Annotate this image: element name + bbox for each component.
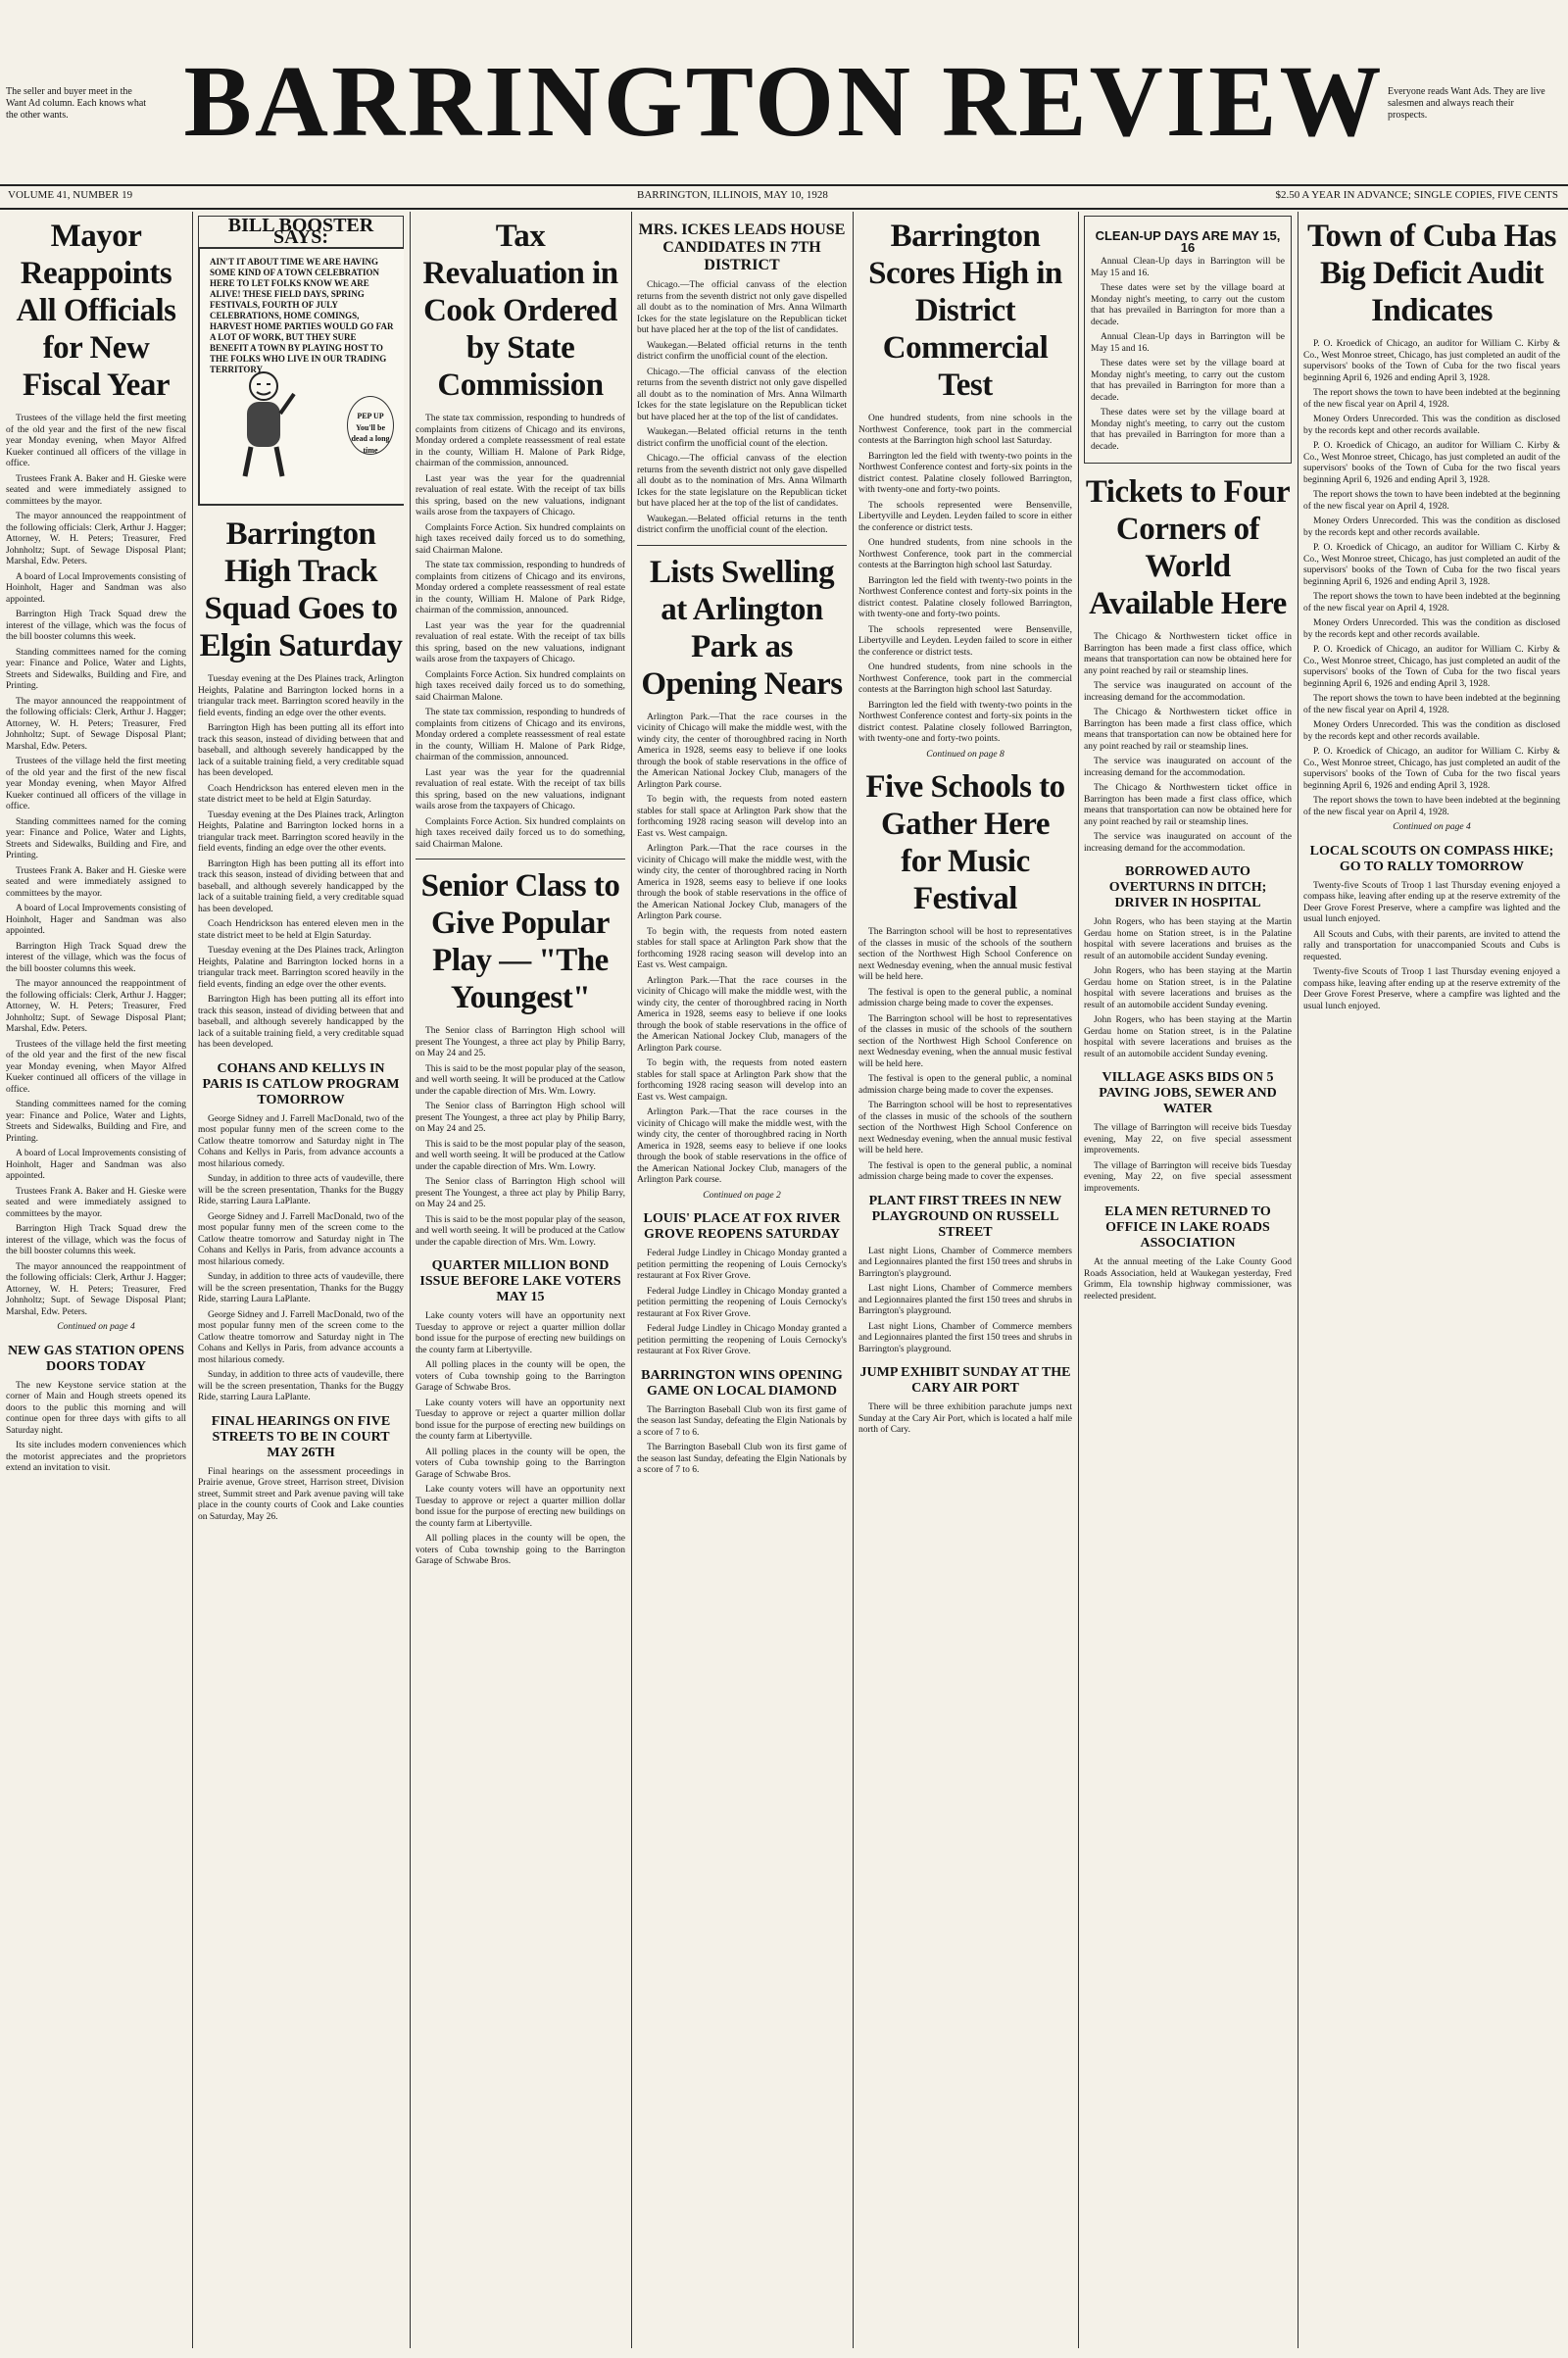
article-paragraph: The report shows the town to have been indebted at the beginning of the new fiscal year on April 4, 1928.	[1303, 388, 1560, 410]
article-paragraph: P. O. Kroedick of Chicago, an auditor for William C. Kirby & Co., West Monroe street, Chicago, has just completed an audit of the supervisors' books of the Town of Cuba for the two fiscal years beginning April 6, 1926 and ending April 3, 1928.	[1303, 747, 1560, 791]
column-2	[198, 212, 404, 2348]
subhead: VILLAGE ASKS BIDS ON 5 PAVING JOBS, SEWER AND WATER	[1099, 1070, 1277, 1116]
continued-label: Continued on page 4	[1393, 822, 1471, 832]
article-paragraph: Money Orders Unrecorded. This was the condition as disclosed by the records kept and other records available.	[1303, 720, 1560, 742]
article-paragraph: The state tax commission, responding to hundreds of complaints from citizens of Chicago and its environs, Monday ordered a complete reassessment of real estate in the county, William H. Malone of Park Ridge, chairman of the commission, announced.	[416, 708, 625, 762]
article-paragraph: The Senior class of Barrington High school will present The Youngest, a three act play by Philip Barry, on May 24 and 25.	[416, 1026, 625, 1058]
column-4	[637, 212, 847, 2348]
article-paragraph: Barrington High Track Squad drew the interest of the village, which was the focus of the bill booster columns this week.	[6, 610, 186, 642]
column-1	[6, 212, 186, 2348]
article-paragraph: These dates were set by the village board at Monday night's meeting, to carry out the custom that has prevailed in Barrington for more than a decade.	[1091, 283, 1285, 327]
subhead: BORROWED AUTO OVERTURNS IN DITCH; DRIVER IN HOSPITAL	[1108, 864, 1267, 910]
article-paragraph: The report shows the town to have been indebted at the beginning of the new fiscal year on April 4, 1928.	[1303, 796, 1560, 817]
article-paragraph: Final hearings on the assessment proceedings in Prairie avenue, Grove street, Harrison street, Division street, Summit street and Park avenue paving will take place in the county courts of Cook and Lake counties on Saturday, May 26.	[198, 1466, 404, 1522]
article-paragraph: Arlington Park.—That the race courses in the vicinity of Chicago will make the middle west, with the windy city, the center of thoroughbred racing in North America in 1928, seems easy to believe if one looks through the book of stable reservations in the office of the American National Jockey Club, managers of the Arlington Park course.	[637, 1107, 847, 1185]
article-paragraph: The Barrington Baseball Club won its first game of the season last Sunday, defeating the Elgin Nationals by a score of 7 to 6.	[637, 1443, 847, 1475]
article-paragraph: Barrington High has been putting all its effort into track this season, instead of dividing between that and baseball, and although severely handicapped by the lack of a suitable training field, a very creditable squad has been developed.	[198, 723, 404, 778]
article-paragraph: The state tax commission, responding to hundreds of complaints from citizens of Chicago and its environs, Monday ordered a complete reassessment of real estate in the county, William H. Malone of Park Ridge, chairman of the commission, announced.	[416, 414, 625, 468]
column-rule	[1078, 212, 1079, 2348]
subhead: PLANT FIRST TREES IN NEW PLAYGROUND ON RUSSELL STREET	[868, 1193, 1062, 1240]
article-paragraph: At the annual meeting of the Lake County Good Roads Association, held at Waukegan yesterday, Fred Grimm, Ela township highway commissioner, was reelected president.	[1084, 1257, 1292, 1302]
column-rule	[631, 212, 632, 2348]
article-paragraph: Twenty-five Scouts of Troop 1 last Thursday evening enjoyed a compass hike, leaving after ending up at the reserve extremity of the Deer Grove Forest Preserve, where a campfire was lighted and the usual lunch enjoyed.	[1303, 880, 1560, 924]
bill-booster-cartoon	[199, 248, 404, 505]
article-paragraph: All polling places in the county will be open, the voters of Cuba township going to the Barrington Garage of Schwabe Bros.	[416, 1534, 625, 1566]
article-paragraph: Standing committees named for the coming year: Finance and Police, Water and Lights, Streets and Sidewalks, Building and Fire, and Printing.	[6, 816, 186, 860]
article-paragraph: These dates were set by the village board at Monday night's meeting, to carry out the custom that has prevailed in Barrington for more than a decade.	[1091, 359, 1285, 403]
article-paragraph: All polling places in the county will be open, the voters of Cuba township going to the Barrington Garage of Schwabe Bros.	[416, 1360, 625, 1393]
article-paragraph: The new Keystone service station at the corner of Main and Hough streets opened its doors to the public this morning and will continue open for three days with gifts to all Saturday night.	[6, 1380, 186, 1436]
article-paragraph: Waukegan.—Belated official returns in the tenth district confirm the unofficial count of the election.	[637, 427, 847, 449]
article-paragraph: Last year was the year for the quadrennial revaluation of real estate. With the receipt of tax bills this spring, based on the new valuations, indignant wails arose from the taxpayers of Chicago.	[416, 473, 625, 517]
clean-up-box	[1084, 216, 1292, 464]
article-paragraph: The mayor announced the reappointment of the following officials: Clerk, Arthur J. Hagger; Attorney, W. H. Peters; Treasurer, Fred Johnholtz; Supt. of Sewage Disposal Plant; Marshal, Edw. Peters.	[6, 512, 186, 566]
article-headline: Lists Swelling at Arlington Park as Opening Nears	[641, 554, 843, 702]
article-paragraph: Last year was the year for the quadrennial revaluation of real estate. With the receipt of tax bills this spring, based on the new valuations, indignant wails arose from the taxpayers of Chicago.	[416, 767, 625, 811]
article-paragraph: Federal Judge Lindley in Chicago Monday granted a petition permitting the reopening of Louis Cernocky's restaurant at Fox River Grove.	[637, 1286, 847, 1319]
article-paragraph: Arlington Park.—That the race courses in the vicinity of Chicago will make the middle west, with the windy city, the center of thoroughbred racing in North America in 1928, seems easy to believe if one looks through the book of stable reservations in the office of the American National Jockey Club, managers of the Arlington Park course.	[637, 844, 847, 921]
article-paragraph: This is said to be the most popular play of the season, and well worth seeing. It will be produced at the Catlow under the capable direction of Mrs. Wm. Lowry.	[416, 1139, 625, 1172]
article-paragraph: Chicago.—The official canvass of the election returns from the seventh district not only gave dispelled all doubt as to the nomination of Mrs. Anna Wilmarth Ickes for the state legislature on the Republican ticket but have placed her at the top of the list of candidates.	[637, 454, 847, 509]
subhead: LOCAL SCOUTS ON COMPASS HIKE; GO TO RALLY TOMORROW	[1309, 843, 1554, 874]
article-paragraph: The schools represented were Bensenville, Libertyville and Leyden. Leyden failed to score in either the conference or district tests.	[858, 500, 1072, 533]
article-headline: Barrington Scores High in District Commercial Test	[868, 219, 1062, 403]
article-paragraph: Arlington Park.—That the race courses in the vicinity of Chicago will make the middle west, with the windy city, the center of thoroughbred racing in North America in 1928, seems easy to believe if one looks through the book of stable reservations in the office of the American National Jockey Club, managers of the Arlington Park course.	[637, 712, 847, 790]
article-paragraph: The Chicago & Northwestern ticket office in Barrington has been made a first class office, which means that transportation can now be obtained here for any point reached by rail or steamship lines.	[1084, 632, 1292, 676]
article-paragraph: John Rogers, who has been staying at the Martin Gerdau home on Station street, is in the Palatine hospital with severe lacerations and bruises as the result of an automobile accident Sunday evening.	[1084, 1015, 1292, 1059]
subhead: NEW GAS STATION OPENS DOORS TODAY	[7, 1343, 185, 1374]
article-paragraph: Complaints Force Action. Six hundred complaints on high taxes received daily forced us to do something, said Chairman Malone.	[416, 669, 625, 703]
article-paragraph: Annual Clean-Up days in Barrington will be May 15 and 16.	[1091, 257, 1285, 278]
article-paragraph: The report shows the town to have been indebted at the beginning of the new fiscal year on April 4, 1928.	[1303, 694, 1560, 715]
article-headline: MRS. ICKES LEADS HOUSE CANDIDATES IN 7TH DISTRICT	[638, 221, 846, 273]
volume-number: VOLUME 41, NUMBER 19	[8, 189, 133, 201]
subhead: JUMP EXHIBIT SUNDAY AT THE CARY AIR PORT	[859, 1365, 1071, 1396]
article-headline: Senior Class to Give Popular Play — "The Youngest"	[420, 868, 620, 1015]
bill-booster-title: BILL BOOSTER SAYS:	[199, 217, 403, 248]
article-paragraph: Lake county voters will have an opportunity next Tuesday to approve or reject a quarter million dollar bond issue for the purpose of erecting new buildings on the county farm at Libertyville.	[416, 1311, 625, 1355]
article-paragraph: Its site includes modern conveniences which the motorist appreciates and the proprietors extend an invitation to visit.	[6, 1441, 186, 1473]
article-paragraph: A board of Local Improvements consisting of Hoinholt, Hager and Sandman was also appointed.	[6, 571, 186, 605]
article-paragraph: Last night Lions, Chamber of Commerce members and Legionnaires planted the first 150 trees and shrubs in Barrington's playground.	[858, 1246, 1072, 1279]
article-paragraph: George Sidney and J. Farrell MacDonald, two of the most popular funny men of the screen come to the Catlow theatre tomorrow and Saturday night in The Cohans and Kellys in Paris, from advance accounts a most hilarious comedy.	[198, 1309, 404, 1365]
article-headline: Town of Cuba Has Big Deficit Audit Indicates	[1307, 219, 1556, 328]
article-paragraph: George Sidney and J. Farrell MacDonald, two of the most popular funny men of the screen come to the Catlow theatre tomorrow and Saturday night in The Cohans and Kellys in Paris, from advance accounts a most hilarious comedy.	[198, 1113, 404, 1169]
article-paragraph: Waukegan.—Belated official returns in the tenth district confirm the unofficial count of the election.	[637, 514, 847, 535]
subhead: QUARTER MILLION BOND ISSUE BEFORE LAKE VOTERS MAY 15	[419, 1258, 621, 1304]
article-paragraph: Lake county voters will have an opportunity next Tuesday to approve or reject a quarter million dollar bond issue for the purpose of erecting new buildings on the county farm at Libertyville.	[416, 1398, 625, 1442]
column-rule	[192, 212, 193, 2348]
booster-figure-icon	[229, 367, 298, 484]
article-paragraph: One hundred students, from nine schools in the Northwest Conference, took part in the commercial contests at the Barrington high school last Saturday.	[858, 538, 1072, 570]
separator	[416, 859, 625, 860]
subhead: COHANS AND KELLYS IN PARIS IS CATLOW PROGRAM TOMORROW	[202, 1060, 400, 1107]
masthead: BARRINGTON REVIEW	[183, 45, 1385, 158]
article-paragraph: The mayor announced the reappointment of the following officials: Clerk, Arthur J. Hagger; Attorney, W. H. Peters; Treasurer, Fred Johnholtz; Supt. of Sewage Disposal Plant; Marshal, Edw. Peters.	[6, 696, 186, 752]
article-paragraph: Lake county voters will have an opportunity next Tuesday to approve or reject a quarter million dollar bond issue for the purpose of erecting new buildings on the county farm at Libertyville.	[416, 1485, 625, 1529]
article-paragraph: These dates were set by the village board at Monday night's meeting, to carry out the custom that has prevailed in Barrington for more than a decade.	[1091, 408, 1285, 452]
left-ear: The seller and buyer meet in the Want Ad column. Each knows what the other wants.	[6, 86, 147, 121]
article-paragraph: The service was inaugurated on account of the increasing demand for the accommodation.	[1084, 832, 1292, 854]
article-paragraph: Federal Judge Lindley in Chicago Monday granted a petition permitting the reopening of Louis Cernocky's restaurant at Fox River Grove.	[637, 1324, 847, 1356]
article-paragraph: P. O. Kroedick of Chicago, an auditor for William C. Kirby & Co., West Monroe street, Chicago, has just completed an audit of the supervisors' books of the Town of Cuba for the two fiscal years beginning April 6, 1926 and ending April 3, 1928.	[1303, 645, 1560, 689]
article-paragraph: Twenty-five Scouts of Troop 1 last Thursday evening enjoyed a compass hike, leaving after ending up at the reserve extremity of the Deer Grove Forest Preserve, where a campfire was lighted and the usual lunch enjoyed.	[1303, 967, 1560, 1011]
article-paragraph: One hundred students, from nine schools in the Northwest Conference, took part in the commercial contests at the Barrington high school last Saturday.	[858, 414, 1072, 446]
article-paragraph: George Sidney and J. Farrell MacDonald, two of the most popular funny men of the screen come to the Catlow theatre tomorrow and Saturday night in The Cohans and Kellys in Paris, from advance accounts a most hilarious comedy.	[198, 1211, 404, 1267]
article-paragraph: Barrington High Track Squad drew the interest of the village, which was the focus of the bill booster columns this week.	[6, 941, 186, 974]
article-paragraph: The report shows the town to have been indebted at the beginning of the new fiscal year on April 4, 1928.	[1303, 592, 1560, 614]
article-paragraph: Complaints Force Action. Six hundred complaints on high taxes received daily forced us to do something, said Chairman Malone.	[416, 522, 625, 556]
article-paragraph: The service was inaugurated on account of the increasing demand for the accommodation.	[1084, 681, 1292, 703]
separator	[637, 545, 847, 546]
article-paragraph: The report shows the town to have been indebted at the beginning of the new fiscal year on April 4, 1928.	[1303, 490, 1560, 512]
article-paragraph: Money Orders Unrecorded. This was the condition as disclosed by the records kept and other records available.	[1303, 516, 1560, 538]
article-headline: Barrington High Track Squad Goes to Elgin Saturday	[199, 516, 403, 663]
pep-up-sign: PEP UP You'll be dead a long time	[347, 396, 394, 455]
article-paragraph: P. O. Kroedick of Chicago, an auditor for William C. Kirby & Co., West Monroe street, Chicago, has just completed an audit of the supervisors' books of the Town of Cuba for the two fiscal years beginning April 6, 1926 and ending April 3, 1928.	[1303, 441, 1560, 485]
article-paragraph: Last night Lions, Chamber of Commerce members and Legionnaires planted the first 150 trees and shrubs in Barrington's playground.	[858, 1284, 1072, 1316]
article-paragraph: The village of Barrington will receive bids Tuesday evening, May 22, on five special assessment improvements.	[1084, 1160, 1292, 1194]
article-paragraph: Trustees of the village held the first meeting of the old year and the first of the new fiscal year Monday evening, when Mayor Alfred Kueker continued all officers of the village in office.	[6, 1039, 186, 1095]
continued-label: Continued on page 2	[703, 1190, 781, 1201]
article-paragraph: P. O. Kroedick of Chicago, an auditor for William C. Kirby & Co., West Monroe street, Chicago, has just completed an audit of the supervisors' books of the Town of Cuba for the two fiscal years beginning April 6, 1926 and ending April 3, 1928.	[1303, 339, 1560, 383]
article-paragraph: Barrington led the field with twenty-two points in the Northwest Conference contest and forty-six points in the district contest. Palatine closely followed Barrington, with twenty-one and forty-two points.	[858, 700, 1072, 744]
article-paragraph: Barrington High has been putting all its effort into track this season, instead of dividing between that and baseball, and although severely handicapped by the lack of a suitable training field, a very creditable squad has been developed.	[198, 995, 404, 1050]
column-6	[1084, 212, 1292, 2348]
article-headline: Five Schools to Gather Here for Music Festival	[865, 769, 1065, 916]
article-paragraph: The Barrington school will be host to representatives of the classes in music of the schools of the southern section of the Northwest High School Conference on next Wednesday evening, when the annual music festival will be held here.	[858, 1013, 1072, 1069]
article-paragraph: To begin with, the requests from noted eastern stables for stall space at Arlington Park show that the forthcoming 1928 racing season will develop into an East vs. West campaign.	[637, 795, 847, 839]
article-paragraph: The festival is open to the general public, a nominal admission charge being made to cover the expenses.	[858, 987, 1072, 1008]
article-headline: Mayor Reappoints All Officials for New Fiscal Year	[16, 219, 176, 403]
article-paragraph: The Barrington school will be host to representatives of the classes in music of the schools of the southern section of the Northwest High School Conference on next Wednesday evening, when the annual music festival will be held here.	[858, 1101, 1072, 1155]
article-paragraph: All polling places in the county will be open, the voters of Cuba township going to the Barrington Garage of Schwabe Bros.	[416, 1447, 625, 1480]
article-paragraph: Trustees Frank A. Baker and H. Gieske were seated and were immediately assigned to committees by the mayor.	[6, 865, 186, 899]
article-paragraph: Arlington Park.—That the race courses in the vicinity of Chicago will make the middle west, with the windy city, the center of thoroughbred racing in North America in 1928, seems easy to believe if one looks through the book of stable reservations in the office of the American National Jockey Club, managers of the Arlington Park course.	[637, 975, 847, 1054]
price: $2.50 A YEAR IN ADVANCE; SINGLE COPIES, FIVE CENTS	[1275, 189, 1558, 201]
column-5	[858, 212, 1072, 2348]
article-paragraph: The festival is open to the general public, a nominal admission charge being made to cover the expenses.	[858, 1074, 1072, 1096]
article-paragraph: Sunday, in addition to three acts of vaudeville, there will be the screen presentation, Thanks for the Buggy Ride, starring Laura LaPlante.	[198, 1174, 404, 1206]
article-paragraph: A board of Local Improvements consisting of Hoinholt, Hager and Sandman was also appointed.	[6, 1149, 186, 1181]
article-paragraph: Last night Lions, Chamber of Commerce members and Legionnaires planted the first 150 trees and shrubs in Barrington's playground.	[858, 1321, 1072, 1354]
article-paragraph: Last year was the year for the quadrennial revaluation of real estate. With the receipt of tax bills this spring, based on the new valuations, indignant wails arose from the taxpayers of Chicago.	[416, 620, 625, 664]
column-rule	[410, 212, 411, 2348]
article-paragraph: Trustees Frank A. Baker and H. Gieske were seated and were immediately assigned to committees by the mayor.	[6, 1186, 186, 1219]
article-paragraph: Standing committees named for the coming year: Finance and Police, Water and Lights, Streets and Sidewalks, Building and Fire, and Printing.	[6, 1100, 186, 1144]
column-3	[416, 212, 625, 2348]
article-paragraph: This is said to be the most popular play of the season, and well worth seeing. It will be produced at the Catlow under the capable direction of Mrs. Wm. Lowry.	[416, 1214, 625, 1248]
article-paragraph: The schools represented were Bensenville, Libertyville and Leyden. Leyden failed to score in either the conference or district tests.	[858, 624, 1072, 658]
article-headline: Tickets to Four Corners of World Available Here	[1085, 474, 1291, 621]
article-paragraph: John Rogers, who has been staying at the Martin Gerdau home on Station street, is in the Palatine hospital with severe lacerations and bruises as the result of an automobile accident Sunday evening.	[1084, 966, 1292, 1010]
article-paragraph: Sunday, in addition to three acts of vaudeville, there will be the screen presentation, Thanks for the Buggy Ride, starring Laura LaPlante.	[198, 1272, 404, 1304]
article-paragraph: John Rogers, who has been staying at the Martin Gerdau home on Station street, is in the Palatine hospital with severe lacerations and bruises as the result of an automobile accident Sunday evening.	[1084, 917, 1292, 961]
article-paragraph: All Scouts and Cubs, with their parents, are invited to attend the rally and transportation for unaccompanied Scouts and Cubs is requested.	[1303, 929, 1560, 962]
article-paragraph: Chicago.—The official canvass of the election returns from the seventh district not only gave dispelled all doubt as to the nomination of Mrs. Anna Wilmarth Ickes for the state legislature on the Republican ticket but have placed her at the top of the list of candidates.	[637, 367, 847, 422]
article-paragraph: The Chicago & Northwestern ticket office in Barrington has been made a first class office, which means that transportation can now be obtained here for any point reached by rail or steamship lines.	[1084, 783, 1292, 827]
article-paragraph: P. O. Kroedick of Chicago, an auditor for William C. Kirby & Co., West Monroe street, Chicago, has just completed an audit of the supervisors' books of the Town of Cuba for the two fiscal years beginning April 6, 1926 and ending April 3, 1928.	[1303, 543, 1560, 587]
article-paragraph: To begin with, the requests from noted eastern stables for stall space at Arlington Park show that the forthcoming 1928 racing season will develop into an East vs. West campaign.	[637, 926, 847, 970]
place-date: BARRINGTON, ILLINOIS, MAY 10, 1928	[637, 189, 828, 201]
article-paragraph: The Senior class of Barrington High school will present The Youngest, a three act play by Philip Barry, on May 24 and 25.	[416, 1102, 625, 1134]
cartoon-caption: AIN'T IT ABOUT TIME WE ARE HAVING SOME KIND OF A TOWN CELEBRATION HERE TO LET FOLKS KNOW WE ARE ALIVE! THESE FIELD DAYS, SPRING FESTIVALS, FOURTH OF JULY CELEBRATIONS, HOME COMINGS, HARVEST HOME PARTIES WOULD GO FAR A LOT OF WORK, BUT THEY SURE BENEFIT A TOWN BY PLAYING HOST TO THE FOLKS WHO LIVE IN OUR TRADING TERRITORY	[210, 257, 394, 374]
article-paragraph: This is said to be the most popular play of the season, and well worth seeing. It will be produced at the Catlow under the capable direction of Mrs. Wm. Lowry.	[416, 1063, 625, 1097]
article-paragraph: The mayor announced the reappointment of the following officials: Clerk, Arthur J. Hagger; Attorney, W. H. Peters; Treasurer, Fred Johnholtz; Supt. of Sewage Disposal Plant; Marshal, Edw. Peters.	[6, 979, 186, 1034]
subhead: LOUIS' PLACE AT FOX RIVER GROVE REOPENS SATURDAY	[643, 1211, 841, 1242]
article-paragraph: Waukegan.—Belated official returns in the tenth district confirm the unofficial count of the election.	[637, 340, 847, 362]
continued-label: Continued on page 8	[926, 749, 1004, 760]
article-paragraph: A board of Local Improvements consisting of Hoinholt, Hager and Sandman was also appointed.	[6, 904, 186, 936]
article-paragraph: Tuesday evening at the Des Plaines track, Arlington Heights, Palatine and Barrington locked horns in a triangular track meet. Barrington scored heavily in the field events, finding an edge over the other events.	[198, 946, 404, 990]
article-paragraph: Trustees of the village held the first meeting of the old year and the first of the new fiscal year Monday evening, when Mayor Alfred Kueker continued all officers of the village in office.	[6, 414, 186, 468]
subhead: ELA MEN RETURNED TO OFFICE IN LAKE ROADS ASSOCIATION	[1104, 1204, 1271, 1251]
article-paragraph: The festival is open to the general public, a nominal admission charge being made to cover the expenses.	[858, 1160, 1072, 1182]
article-paragraph: Chicago.—The official canvass of the election returns from the seventh district not only gave dispelled all doubt as to the nomination of Mrs. Anna Wilmarth Ickes for the state legislature on the Republican ticket but have placed her at the top of the list of candidates.	[637, 280, 847, 335]
article-headline: Tax Revaluation in Cook Ordered by State Commission	[422, 219, 618, 403]
article-paragraph: The Barrington Baseball Club won its first game of the season last Sunday, defeating the Elgin Nationals by a score of 7 to 6.	[637, 1404, 847, 1438]
article-paragraph: Federal Judge Lindley in Chicago Monday granted a petition permitting the reopening of Louis Cernocky's restaurant at Fox River Grove.	[637, 1249, 847, 1281]
column-7	[1303, 212, 1560, 2348]
article-paragraph: Barrington High has been putting all its effort into track this season, instead of dividing between that and baseball, and although severely handicapped by the lack of a suitable training field, a very creditable squad has been developed.	[198, 859, 404, 914]
subhead: BARRINGTON WINS OPENING GAME ON LOCAL DIAMOND	[641, 1367, 843, 1399]
article-paragraph: Barrington High Track Squad drew the interest of the village, which was the focus of the bill booster columns this week.	[6, 1224, 186, 1256]
column-rule	[853, 212, 854, 2348]
article-paragraph: Tuesday evening at the Des Plaines track, Arlington Heights, Palatine and Barrington locked horns in a triangular track meet. Barrington scored heavily in the field events, finding an edge over the other events.	[198, 810, 404, 854]
article-paragraph: Standing committees named for the coming year: Finance and Police, Water and Lights, Streets and Sidewalks, Building and Fire, and Printing.	[6, 647, 186, 691]
article-paragraph: Annual Clean-Up days in Barrington will be May 15 and 16.	[1091, 332, 1285, 354]
article-paragraph: Tuesday evening at the Des Plaines track, Arlington Heights, Palatine and Barrington locked horns in a triangular track meet. Barrington scored heavily in the field events, finding an edge over the other events.	[198, 674, 404, 718]
article-paragraph: One hundred students, from nine schools in the Northwest Conference, took part in the commercial contests at the Barrington high school last Saturday.	[858, 663, 1072, 695]
article-paragraph: The Chicago & Northwestern ticket office in Barrington has been made a first class office, which means that transportation can now be obtained here for any point reached by rail or steamship lines.	[1084, 708, 1292, 752]
article-paragraph: Trustees Frank A. Baker and H. Gieske were seated and were immediately assigned to committees by the mayor.	[6, 473, 186, 507]
article-paragraph: The mayor announced the reappointment of the following officials: Clerk, Arthur J. Hagger; Attorney, W. H. Peters; Treasurer, Fred Johnholtz; Supt. of Sewage Disposal Plant; Marshal, Edw. Peters.	[6, 1261, 186, 1317]
dateline	[0, 184, 1568, 210]
article-paragraph: Trustees of the village held the first meeting of the old year and the first of the new fiscal year Monday evening, when Mayor Alfred Kueker continued all officers of the village in office.	[6, 757, 186, 811]
article-paragraph: Money Orders Unrecorded. This was the condition as disclosed by the records kept and other records available.	[1303, 415, 1560, 436]
article-paragraph: Coach Hendrickson has entered eleven men in the state district meet to be held at Elgin Saturday.	[198, 919, 404, 941]
article-paragraph: The state tax commission, responding to hundreds of complaints from citizens of Chicago and its environs, Monday ordered a complete reassessment of real estate in the county, William H. Malone of Park Ridge, chairman of the commission, announced.	[416, 561, 625, 615]
article-paragraph: There will be three exhibition parachute jumps next Sunday at the Cary Air Port, which is located a half mile north of Cary.	[858, 1402, 1072, 1435]
article-paragraph: The service was inaugurated on account of the increasing demand for the accommodation.	[1084, 757, 1292, 778]
right-ear: Everyone reads Want Ads. They are live salesmen and always reach their prospects.	[1388, 86, 1545, 121]
article-paragraph: The Senior class of Barrington High school will present The Youngest, a three act play by Philip Barry, on May 24 and 25.	[416, 1177, 625, 1209]
bill-booster-box	[198, 216, 404, 506]
article-paragraph: Sunday, in addition to three acts of vaudeville, there will be the screen presentation, Thanks for the Buggy Ride, starring Laura LaPlante.	[198, 1370, 404, 1402]
article-paragraph: Complaints Force Action. Six hundred complaints on high taxes received daily forced us to do something, said Chairman Malone.	[416, 816, 625, 850]
article-paragraph: To begin with, the requests from noted eastern stables for stall space at Arlington Park show that the forthcoming 1928 racing season will develop into an East vs. West campaign.	[637, 1058, 847, 1103]
article-paragraph: Barrington led the field with twenty-two points in the Northwest Conference contest and forty-six points in the district contest. Palatine closely followed Barrington, with twenty-one and forty-two points.	[858, 575, 1072, 619]
continued-label: Continued on page 4	[57, 1322, 135, 1332]
box-headline: CLEAN-UP DAYS ARE MAY 15, 16	[1095, 228, 1281, 255]
article-paragraph: The village of Barrington will receive bids Tuesday evening, May 22, on five special assessment improvements.	[1084, 1123, 1292, 1155]
article-paragraph: Coach Hendrickson has entered eleven men in the state district meet to be held at Elgin Saturday.	[198, 783, 404, 805]
article-paragraph: The Barrington school will be host to representatives of the classes in music of the schools of the southern section of the Northwest High School Conference on next Wednesday evening, when the annual music festival will be held here.	[858, 927, 1072, 982]
article-paragraph: Money Orders Unrecorded. This was the condition as disclosed by the records kept and other records available.	[1303, 618, 1560, 640]
subhead: FINAL HEARINGS ON FIVE STREETS TO BE IN COURT MAY 26TH	[211, 1413, 391, 1460]
article-paragraph: Barrington led the field with twenty-two points in the Northwest Conference contest and forty-six points in the district contest. Palatine closely followed Barrington, with twenty-one and forty-two points.	[858, 451, 1072, 495]
